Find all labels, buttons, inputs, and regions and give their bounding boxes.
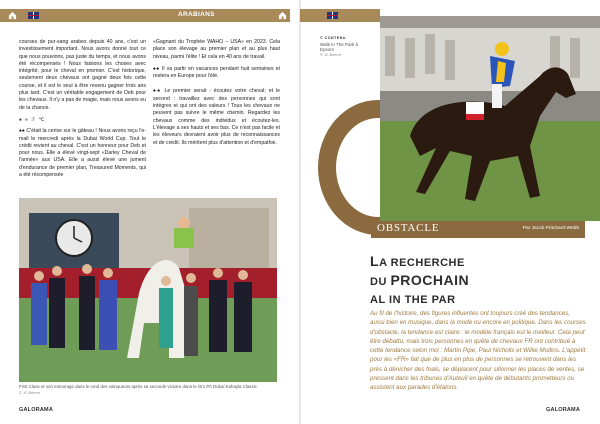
article-column-1	[19, 39, 146, 184]
headline-line-2: DU PROCHAIN	[370, 271, 470, 288]
winners-circle-image	[19, 198, 277, 382]
article-headline	[370, 253, 590, 309]
section-mark: ♠ ℮ ℱ ℃	[19, 116, 46, 123]
photo-caption	[19, 384, 277, 396]
side-caption	[320, 36, 370, 59]
racehorse-photo	[380, 16, 600, 221]
headline-line-1: LA RECHERCHE	[370, 253, 465, 269]
page-gutter	[299, 0, 301, 424]
right-header-bar	[300, 9, 380, 22]
paragraph: ♠♠ Il va partir en vacances pendant huit semaines et restera en Europe pour l'été.	[153, 65, 280, 80]
footer-brand-right: GALORAMA	[546, 407, 580, 413]
footer-brand-left: GALORAMA	[19, 407, 53, 413]
left-header-bar	[0, 9, 290, 22]
uk-flag-icon[interactable]	[327, 12, 338, 19]
article-intro: Au fil de l'histoire, des figures influentes ont toujours créé des tendances, aussi bien en musique, dans la mode ou encore en politique. Dans les courses d'obstacle, la tendance est claire : le modèle français est le meilleur. Cela peut être débattu, mais trois personnes en quête de chevaux FR ont contribué à cette tendance selon moi : Martin Pipe, Paul Nicholls et Willie Mullins. L'appétit pour les «FR» fait que de plus en plus de personnes se retrouvent dans les prés à dénicher des foals, se déplacent pour sillonner les places de ventes, se pressent dans les tribunes d'Auteuil en quête de débutants prometteurs ou assistent aux parades d'étalons.	[370, 310, 586, 392]
article-column-2	[153, 39, 280, 152]
section-label-bar	[371, 221, 585, 238]
home-icon[interactable]	[8, 11, 17, 20]
paragraph: «Gagnant du Trophée WAHO – USA» en 2023. Cela place son élevage au premier plan et au plus haut niveau, parmi l'élite ! Et cela en 40 ans de travail.	[153, 39, 280, 60]
winners-circle-photo	[19, 198, 277, 382]
paragraph: ♠♠ C'était la cerise sur le gâteau ! Nous avons reçu l'e-mail le mercredi après la Dubai World Cup. Tout le crédit revient au cheval. C'est un honneur pour Deb et pour nous. Elle a élevé vingt-sept «Darley Cheval de l'année» aux USA. Elle a aussi élevé une jument d'endurance de premier plan, Treasured Moments, qui a été récompensée	[19, 128, 146, 179]
section-title: ARABIANS	[178, 11, 215, 18]
caption-text: First Class et son entourage dans le rond des vainqueurs après sa seconde victoire dans le Gr1 PA Dubai Kahayla Classic	[19, 384, 257, 389]
uk-flag-icon[interactable]	[28, 12, 39, 19]
paragraph: ♠♠ Le premier serait : écoutez votre cheval; et le second : travaillez avec des personnes qui sont intègres et qui ont des valeurs ! Tous les chevaux ne peuvent pas suivre le même chemin. Regardez les chevaux comme des individus et écoutez-les. L'élevage a ses hauts et ses bas. Ce n'est pas facile et les éleveurs devraient avoir plus de reconnaissances et de crédit. Ils méritent plus d'attention et d'empathie.	[153, 88, 280, 146]
section-label: OBSTACLE	[377, 222, 440, 234]
racehorse-image	[380, 16, 600, 221]
photo-credit: © JC Brierre	[320, 53, 341, 58]
byline: Par Jacob Pritchard-Webb	[522, 226, 579, 231]
photo-credit: © JC Brierre	[19, 390, 40, 395]
headline-line-3: AL IN THE PAR	[370, 294, 456, 306]
caption-text: Walk In The Park à Epsom	[320, 41, 359, 53]
paragraph: courses de pur-sang arabes depuis 40 ans, c'est un investissement important. Nous avons donné tout ce que nous pouvions, pas juste du temps, et nous avons été récompensés ! Nous faisions les choses avec intégrité, pour le cheval en premier. C'est historique, seulement deux chevaux ont gagné deux fois cette course, et il est le seul à être revenu gagner trois ans plus tard. C'est un véritable engagement de Deb pour les chevaux. Il n'y a pas de magie, mais nous avons eu de la chance.	[19, 39, 146, 111]
caption-tag: © CONTENU	[320, 36, 346, 40]
home-icon[interactable]	[278, 11, 287, 20]
